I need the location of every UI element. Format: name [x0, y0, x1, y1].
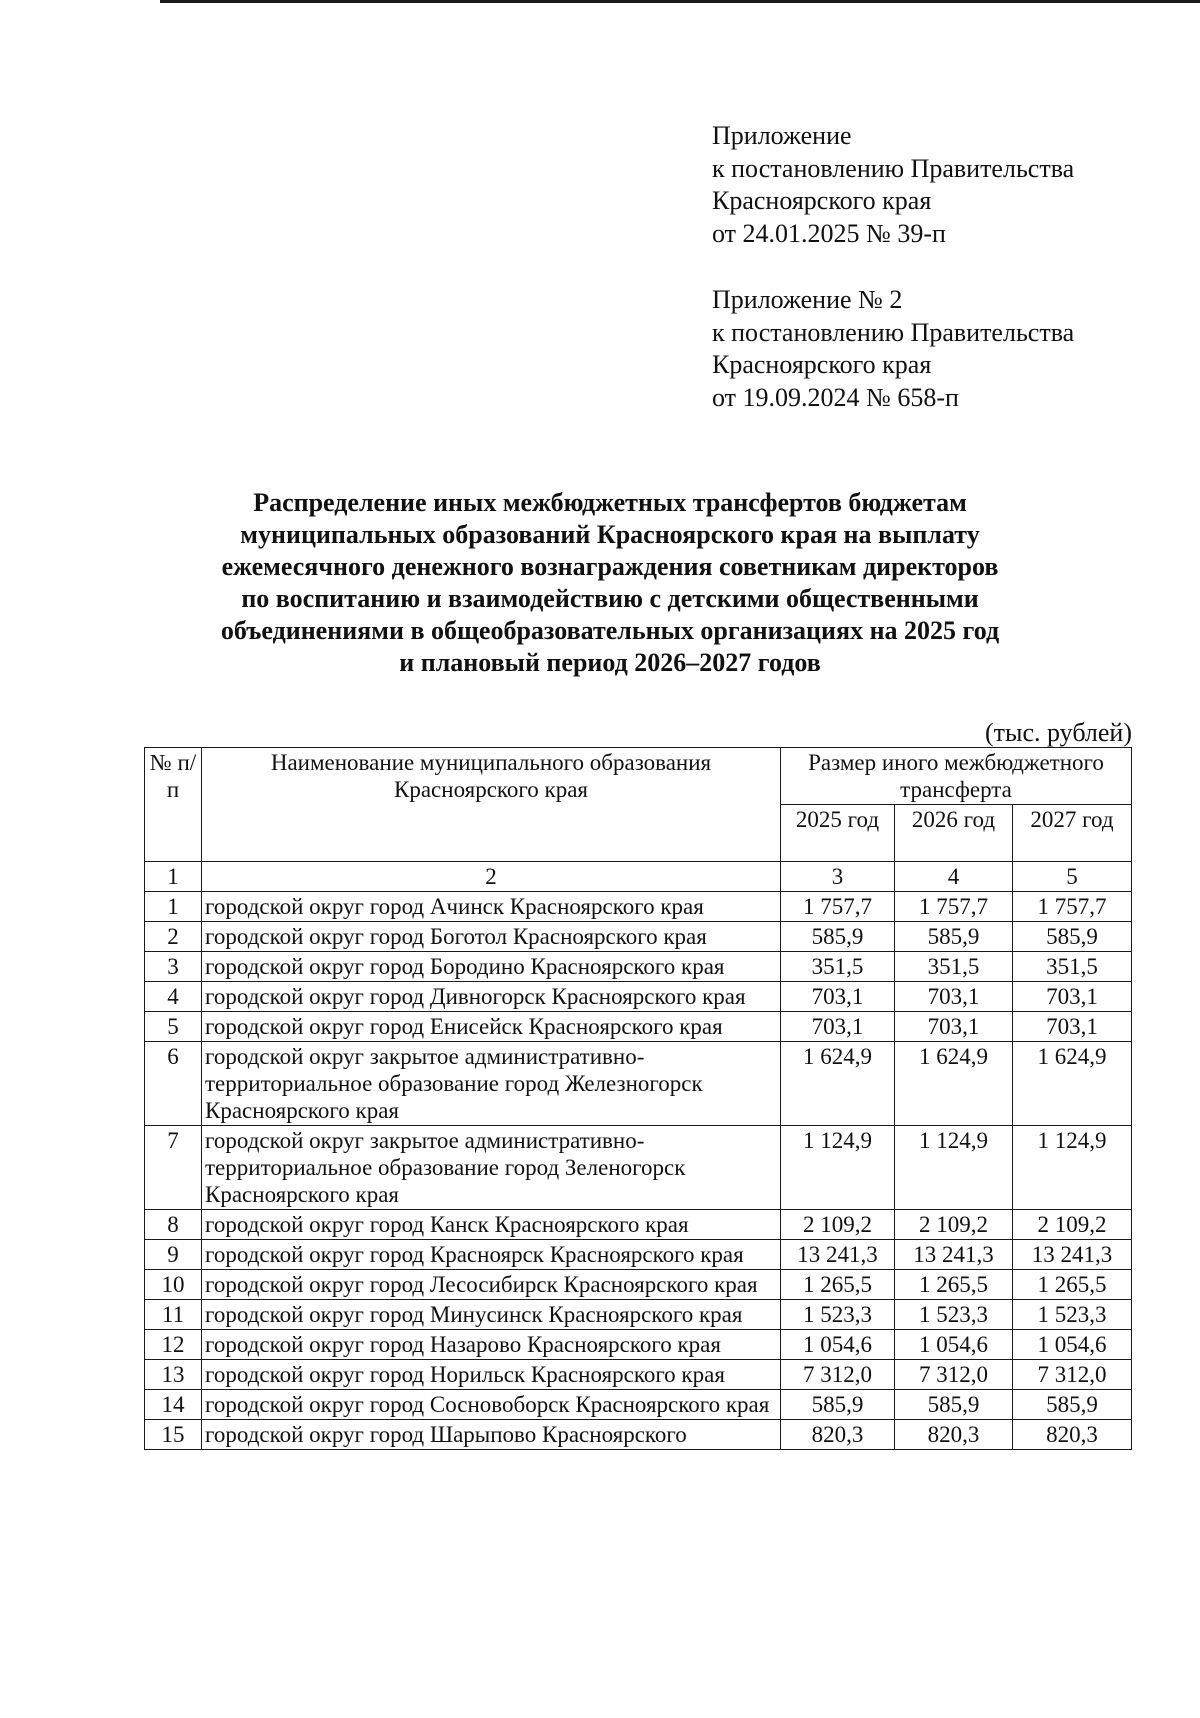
- appendix-original-line-1: Приложение № 2: [712, 285, 903, 314]
- title-line: Распределение иных межбюджетных трансфертов бюджетам: [253, 488, 967, 517]
- value-2027: 1 265,5: [1013, 1270, 1132, 1300]
- value-2026: 351,5: [895, 952, 1013, 982]
- table-row: [145, 1360, 1132, 1390]
- value-2025: 1 624,9: [781, 1042, 895, 1126]
- table-row: [145, 1390, 1132, 1420]
- column-number: 1: [145, 862, 202, 892]
- row-number: 11: [145, 1300, 202, 1330]
- value-2027: 1 757,7: [1013, 892, 1132, 922]
- municipality-name: городской округ город Сосновоборск Красноярского края: [202, 1390, 781, 1420]
- document-title: [140, 487, 1080, 679]
- municipality-name: городской округ город Дивногорск Красноярского края: [202, 982, 781, 1012]
- value-2027: 1 054,6: [1013, 1330, 1132, 1360]
- table-row: [145, 892, 1132, 922]
- table-row: [145, 952, 1132, 982]
- title-line: по воспитанию и взаимодействию с детскими общественными: [241, 584, 979, 613]
- table-row: [145, 1240, 1132, 1270]
- row-number: 2: [145, 922, 202, 952]
- table-row: [145, 1300, 1132, 1330]
- municipality-name: городской округ город Норильск Красноярского края: [202, 1360, 781, 1390]
- column-number: 3: [781, 862, 895, 892]
- value-2026: 1 054,6: [895, 1330, 1013, 1360]
- municipality-name: городской округ город Красноярск Красноярского края: [202, 1240, 781, 1270]
- title-line: муниципальных образований Красноярского края на выплату: [240, 520, 980, 549]
- appendix-current-header: [712, 120, 1074, 250]
- appendix-current-line-1: Приложение: [712, 121, 852, 150]
- value-2025: 820,3: [781, 1420, 895, 1450]
- value-2026: 585,9: [895, 922, 1013, 952]
- header-transfer: Размер иного межбюджетного трансферта: [781, 748, 1132, 805]
- appendix-original-header: [712, 284, 1074, 414]
- value-2026: 7 312,0: [895, 1360, 1013, 1390]
- value-2027: 820,3: [1013, 1420, 1132, 1450]
- value-2025: 1 124,9: [781, 1126, 895, 1210]
- appendix-current-line-3: Красноярского края: [712, 186, 932, 215]
- value-2025: 1 054,6: [781, 1330, 895, 1360]
- appendix-original-line-4: от 19.09.2024 № 658-п: [712, 382, 959, 412]
- municipality-name: городской округ город Боготол Красноярского края: [202, 922, 781, 952]
- scan-edge-line: [160, 0, 1200, 3]
- municipality-name: городской округ закрытое административно-территориальное образование город Железногорск Красноярского края: [202, 1042, 781, 1126]
- value-2026: 1 523,3: [895, 1300, 1013, 1330]
- value-2025: 1 757,7: [781, 892, 895, 922]
- row-number: 3: [145, 952, 202, 982]
- value-2027: 351,5: [1013, 952, 1132, 982]
- row-number: 8: [145, 1210, 202, 1240]
- row-number: 4: [145, 982, 202, 1012]
- row-number: 7: [145, 1126, 202, 1210]
- value-2025: 1 265,5: [781, 1270, 895, 1300]
- value-2025: 585,9: [781, 1390, 895, 1420]
- municipality-name: городской округ город Ачинск Красноярского края: [202, 892, 781, 922]
- appendix-current-line-2: к постановлению Правительства: [712, 153, 1075, 183]
- appendix-original-line-2: к постановлению Правительства: [712, 317, 1075, 347]
- row-number: 5: [145, 1012, 202, 1042]
- table-row: [145, 982, 1132, 1012]
- value-2027: 2 109,2: [1013, 1210, 1132, 1240]
- value-2026: 703,1: [895, 1012, 1013, 1042]
- row-number: 12: [145, 1330, 202, 1360]
- row-number: 13: [145, 1360, 202, 1390]
- municipality-name: городской округ город Бородино Красноярского края: [202, 952, 781, 982]
- value-2026: 1 624,9: [895, 1042, 1013, 1126]
- value-2026: 820,3: [895, 1420, 1013, 1450]
- value-2027: 1 124,9: [1013, 1126, 1132, 1210]
- value-2027: 13 241,3: [1013, 1240, 1132, 1270]
- value-2025: 585,9: [781, 922, 895, 952]
- title-line: объединениями в общеобразовательных организациях на 2025 год: [220, 616, 1000, 645]
- title-line: и плановый период 2026–2027 годов: [399, 648, 821, 677]
- value-2027: 703,1: [1013, 982, 1132, 1012]
- table-row: [145, 1420, 1132, 1450]
- value-2027: 585,9: [1013, 922, 1132, 952]
- value-2025: 351,5: [781, 952, 895, 982]
- municipality-name: городской округ город Шарыпово Красноярского: [202, 1420, 781, 1450]
- value-2027: 703,1: [1013, 1012, 1132, 1042]
- value-2027: 1 624,9: [1013, 1042, 1132, 1126]
- municipality-name: городской округ закрытое административно-территориальное образование город Зеленогорск Красноярского края: [202, 1126, 781, 1210]
- value-2026: 703,1: [895, 982, 1013, 1012]
- value-2026: 13 241,3: [895, 1240, 1013, 1270]
- column-number: 5: [1013, 862, 1132, 892]
- header-num: № п/п: [145, 748, 202, 862]
- table-row: [145, 922, 1132, 952]
- table-row: [145, 1042, 1132, 1126]
- municipality-name: городской округ город Назарово Красноярского края: [202, 1330, 781, 1360]
- header-year-2025: 2025 год: [781, 805, 895, 862]
- column-number: 2: [202, 862, 781, 892]
- units-note: (тыс. рублей): [984, 718, 1132, 747]
- row-number: 14: [145, 1390, 202, 1420]
- table-row: [145, 1330, 1132, 1360]
- value-2026: 2 109,2: [895, 1210, 1013, 1240]
- value-2026: 1 757,7: [895, 892, 1013, 922]
- value-2025: 703,1: [781, 982, 895, 1012]
- row-number: 10: [145, 1270, 202, 1300]
- table-row: [145, 1270, 1132, 1300]
- column-number: 4: [895, 862, 1013, 892]
- value-2025: 7 312,0: [781, 1360, 895, 1390]
- value-2027: 585,9: [1013, 1390, 1132, 1420]
- appendix-original-line-3: Красноярского края: [712, 350, 932, 379]
- table-row: [145, 1210, 1132, 1240]
- municipality-name: городской округ город Минусинск Красноярского края: [202, 1300, 781, 1330]
- value-2025: 1 523,3: [781, 1300, 895, 1330]
- value-2026: 585,9: [895, 1390, 1013, 1420]
- value-2027: 7 312,0: [1013, 1360, 1132, 1390]
- header-year-2027: 2027 год: [1013, 805, 1132, 862]
- table-row: [145, 1126, 1132, 1210]
- value-2027: 1 523,3: [1013, 1300, 1132, 1330]
- value-2026: 1 265,5: [895, 1270, 1013, 1300]
- title-line: ежемесячного денежного вознаграждения советникам директоров: [221, 552, 999, 581]
- municipality-name: городской округ город Енисейск Красноярского края: [202, 1012, 781, 1042]
- row-number: 15: [145, 1420, 202, 1450]
- value-2025: 13 241,3: [781, 1240, 895, 1270]
- header-name: Наименование муниципального образования Красноярского края: [202, 748, 781, 862]
- row-number: 6: [145, 1042, 202, 1126]
- appendix-current-line-4: от 24.01.2025 № 39-п: [712, 218, 946, 248]
- row-number: 1: [145, 892, 202, 922]
- value-2025: 703,1: [781, 1012, 895, 1042]
- row-number: 9: [145, 1240, 202, 1270]
- municipality-name: городской округ город Канск Красноярского края: [202, 1210, 781, 1240]
- distribution-table: [144, 747, 1132, 1450]
- value-2025: 2 109,2: [781, 1210, 895, 1240]
- value-2026: 1 124,9: [895, 1126, 1013, 1210]
- table-row: [145, 1012, 1132, 1042]
- municipality-name: городской округ город Лесосибирск Красноярского края: [202, 1270, 781, 1300]
- header-year-2026: 2026 год: [895, 805, 1013, 862]
